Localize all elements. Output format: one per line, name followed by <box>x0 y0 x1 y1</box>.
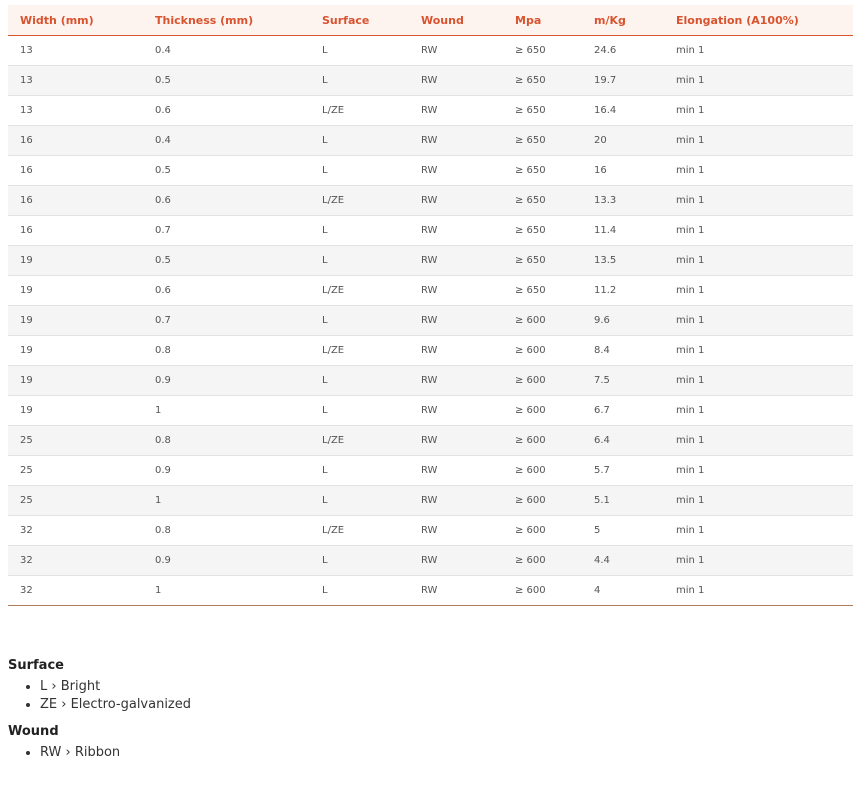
cell-mpa: ≥ 650 <box>503 276 582 306</box>
cell-mpa: ≥ 650 <box>503 186 582 216</box>
cell-width: 32 <box>8 576 143 606</box>
cell-thickness: 1 <box>143 486 310 516</box>
cell-mkg: 9.6 <box>582 306 664 336</box>
header-mpa: Mpa <box>503 5 582 36</box>
table-row <box>8 276 853 306</box>
cell-surface: L <box>310 306 409 336</box>
cell-elongation: min 1 <box>664 66 853 96</box>
cell-width: 32 <box>8 516 143 546</box>
cell-mkg: 5 <box>582 516 664 546</box>
cell-elongation: min 1 <box>664 246 853 276</box>
cell-wound: RW <box>409 216 503 246</box>
cell-mkg: 11.4 <box>582 216 664 246</box>
cell-mkg: 4.4 <box>582 546 664 576</box>
table-header-row <box>8 5 853 36</box>
cell-width: 13 <box>8 96 143 126</box>
cell-surface: L <box>310 156 409 186</box>
cell-thickness: 0.9 <box>143 456 310 486</box>
cell-thickness: 0.5 <box>143 156 310 186</box>
cell-thickness: 0.5 <box>143 66 310 96</box>
cell-surface: L <box>310 366 409 396</box>
cell-mpa: ≥ 600 <box>503 546 582 576</box>
cell-wound: RW <box>409 186 503 216</box>
cell-width: 16 <box>8 216 143 246</box>
cell-width: 19 <box>8 336 143 366</box>
cell-elongation: min 1 <box>664 546 853 576</box>
cell-width: 16 <box>8 186 143 216</box>
cell-wound: RW <box>409 246 503 276</box>
cell-width: 19 <box>8 276 143 306</box>
cell-surface: L <box>310 456 409 486</box>
cell-thickness: 0.5 <box>143 246 310 276</box>
header-wound: Wound <box>409 5 503 36</box>
cell-thickness: 1 <box>143 396 310 426</box>
cell-mkg: 4 <box>582 576 664 606</box>
cell-width: 19 <box>8 396 143 426</box>
cell-width: 19 <box>8 246 143 276</box>
cell-width: 25 <box>8 426 143 456</box>
cell-mpa: ≥ 600 <box>503 516 582 546</box>
cell-elongation: min 1 <box>664 516 853 546</box>
cell-mkg: 13.5 <box>582 246 664 276</box>
cell-mkg: 5.7 <box>582 456 664 486</box>
cell-wound: RW <box>409 486 503 516</box>
header-mkg: m/Kg <box>582 5 664 36</box>
cell-elongation: min 1 <box>664 426 853 456</box>
table-row <box>8 126 853 156</box>
cell-elongation: min 1 <box>664 336 853 366</box>
table-row <box>8 396 853 426</box>
cell-wound: RW <box>409 576 503 606</box>
header-elongation: Elongation (A100%) <box>664 5 853 36</box>
cell-elongation: min 1 <box>664 36 853 66</box>
cell-elongation: min 1 <box>664 576 853 606</box>
cell-thickness: 0.7 <box>143 306 310 336</box>
cell-wound: RW <box>409 306 503 336</box>
cell-thickness: 0.7 <box>143 216 310 246</box>
cell-mpa: ≥ 600 <box>503 576 582 606</box>
surface-legend-item: • L › Bright <box>40 678 848 696</box>
cell-thickness: 0.4 <box>143 36 310 66</box>
cell-wound: RW <box>409 36 503 66</box>
cell-wound: RW <box>409 276 503 306</box>
cell-mpa: ≥ 650 <box>503 66 582 96</box>
cell-mkg: 11.2 <box>582 276 664 306</box>
cell-elongation: min 1 <box>664 396 853 426</box>
cell-surface: L/ZE <box>310 426 409 456</box>
cell-thickness: 0.8 <box>143 516 310 546</box>
cell-elongation: min 1 <box>664 306 853 336</box>
cell-width: 32 <box>8 546 143 576</box>
table-row <box>8 486 853 516</box>
surface-legend-title: Surface <box>8 658 64 673</box>
cell-elongation: min 1 <box>664 366 853 396</box>
cell-wound: RW <box>409 156 503 186</box>
cell-mpa: ≥ 650 <box>503 216 582 246</box>
cell-mpa: ≥ 600 <box>503 486 582 516</box>
cell-mkg: 24.6 <box>582 36 664 66</box>
cell-surface: L <box>310 576 409 606</box>
cell-wound: RW <box>409 396 503 426</box>
cell-surface: L <box>310 126 409 156</box>
cell-surface: L <box>310 216 409 246</box>
cell-surface: L <box>310 246 409 276</box>
cell-surface: L/ZE <box>310 336 409 366</box>
table-row <box>8 456 853 486</box>
table-row <box>8 516 853 546</box>
cell-thickness: 0.8 <box>143 336 310 366</box>
cell-elongation: min 1 <box>664 276 853 306</box>
table-row <box>8 426 853 456</box>
cell-wound: RW <box>409 426 503 456</box>
wound-legend-title: Wound <box>8 724 59 739</box>
cell-width: 19 <box>8 366 143 396</box>
wound-legend-list <box>8 744 848 762</box>
cell-mpa: ≥ 600 <box>503 336 582 366</box>
cell-mpa: ≥ 650 <box>503 36 582 66</box>
cell-width: 13 <box>8 36 143 66</box>
cell-wound: RW <box>409 336 503 366</box>
cell-wound: RW <box>409 126 503 156</box>
cell-surface: L/ZE <box>310 96 409 126</box>
cell-mpa: ≥ 650 <box>503 126 582 156</box>
cell-mkg: 16 <box>582 156 664 186</box>
table-row <box>8 216 853 246</box>
cell-mpa: ≥ 600 <box>503 426 582 456</box>
table-row <box>8 36 853 66</box>
cell-mkg: 5.1 <box>582 486 664 516</box>
cell-width: 16 <box>8 126 143 156</box>
cell-wound: RW <box>409 66 503 96</box>
cell-width: 13 <box>8 66 143 96</box>
table-row <box>8 336 853 366</box>
cell-thickness: 0.6 <box>143 276 310 306</box>
table-row <box>8 366 853 396</box>
cell-width: 25 <box>8 456 143 486</box>
cell-surface: L/ZE <box>310 276 409 306</box>
cell-thickness: 0.4 <box>143 126 310 156</box>
cell-elongation: min 1 <box>664 216 853 246</box>
cell-wound: RW <box>409 456 503 486</box>
cell-mpa: ≥ 650 <box>503 96 582 126</box>
cell-surface: L <box>310 36 409 66</box>
surface-legend-list <box>8 678 848 714</box>
cell-thickness: 1 <box>143 576 310 606</box>
table-row <box>8 156 853 186</box>
cell-mkg: 7.5 <box>582 366 664 396</box>
cell-surface: L <box>310 66 409 96</box>
cell-elongation: min 1 <box>664 126 853 156</box>
table-row <box>8 66 853 96</box>
cell-mkg: 19.7 <box>582 66 664 96</box>
surface-legend-item: • ZE › Electro-galvanized <box>40 696 848 714</box>
cell-mpa: ≥ 650 <box>503 156 582 186</box>
table-row <box>8 576 853 606</box>
cell-mkg: 16.4 <box>582 96 664 126</box>
table-row <box>8 246 853 276</box>
legend <box>8 656 848 762</box>
cell-mkg: 8.4 <box>582 336 664 366</box>
cell-mkg: 20 <box>582 126 664 156</box>
cell-surface: L/ZE <box>310 186 409 216</box>
cell-mkg: 6.4 <box>582 426 664 456</box>
header-surface: Surface <box>310 5 409 36</box>
cell-thickness: 0.6 <box>143 96 310 126</box>
cell-thickness: 0.6 <box>143 186 310 216</box>
cell-mpa: ≥ 600 <box>503 306 582 336</box>
wound-legend-item: • RW › Ribbon <box>40 744 848 762</box>
cell-width: 25 <box>8 486 143 516</box>
cell-width: 19 <box>8 306 143 336</box>
cell-elongation: min 1 <box>664 186 853 216</box>
table-row <box>8 96 853 126</box>
cell-elongation: min 1 <box>664 486 853 516</box>
cell-elongation: min 1 <box>664 156 853 186</box>
cell-mkg: 13.3 <box>582 186 664 216</box>
cell-elongation: min 1 <box>664 96 853 126</box>
table-body <box>8 36 853 606</box>
cell-wound: RW <box>409 366 503 396</box>
cell-mpa: ≥ 600 <box>503 366 582 396</box>
cell-mpa: ≥ 600 <box>503 456 582 486</box>
cell-thickness: 0.9 <box>143 366 310 396</box>
cell-surface: L/ZE <box>310 516 409 546</box>
header-thickness: Thickness (mm) <box>143 5 310 36</box>
cell-mkg: 6.7 <box>582 396 664 426</box>
cell-mpa: ≥ 650 <box>503 246 582 276</box>
cell-wound: RW <box>409 516 503 546</box>
cell-surface: L <box>310 486 409 516</box>
cell-thickness: 0.9 <box>143 546 310 576</box>
cell-elongation: min 1 <box>664 456 853 486</box>
specifications-table <box>8 5 853 606</box>
cell-thickness: 0.8 <box>143 426 310 456</box>
cell-width: 16 <box>8 156 143 186</box>
table-row <box>8 186 853 216</box>
table-row <box>8 306 853 336</box>
cell-wound: RW <box>409 96 503 126</box>
header-width: Width (mm) <box>8 5 143 36</box>
cell-mpa: ≥ 600 <box>503 396 582 426</box>
table-row <box>8 546 853 576</box>
cell-surface: L <box>310 546 409 576</box>
cell-wound: RW <box>409 546 503 576</box>
cell-surface: L <box>310 396 409 426</box>
